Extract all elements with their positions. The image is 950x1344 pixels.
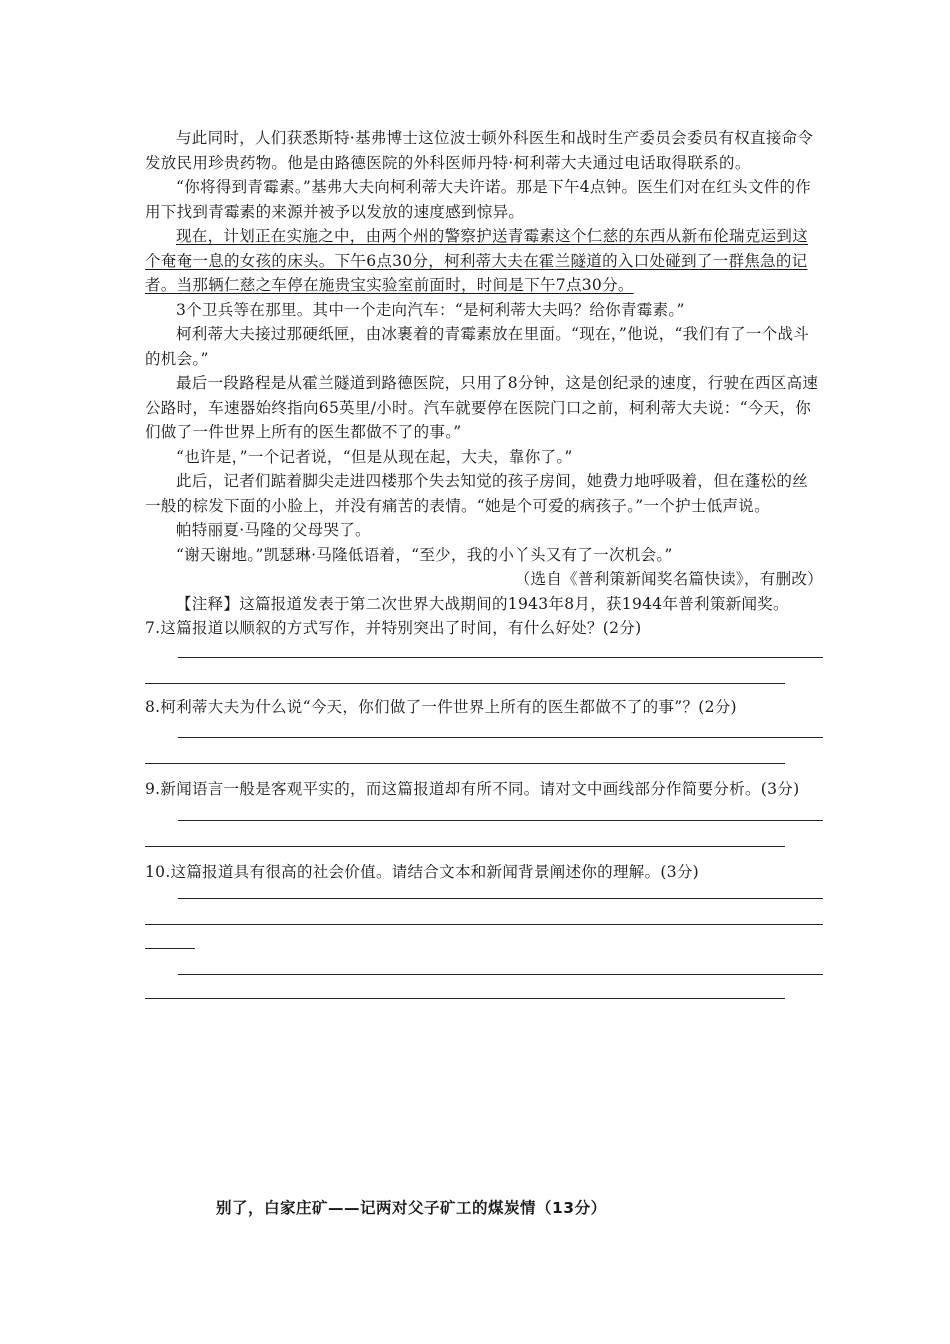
paragraph: “你将得到青霉素。”基弗大夫向柯利蒂大夫许诺。那是下午4点钟。医生们对在红头文件的作用下找到青霉素的来源并被予以发放的速度感到惊异。 bbox=[145, 178, 812, 221]
answer-line bbox=[178, 974, 823, 975]
answer-line bbox=[145, 763, 785, 764]
question-7: 7.这篇报道以顺叙的方式写作，并特别突出了时间，有什么好处？(2分) bbox=[145, 619, 642, 637]
source-citation: （选自《普利策新闻奖名篇快读》，有删改） bbox=[514, 570, 823, 588]
answer-line bbox=[145, 683, 785, 684]
paragraph: 3个卫兵等在那里。其中一个走向汽车：“是柯利蒂大夫吗？给你青霉素。” bbox=[176, 300, 685, 319]
paragraph: 此后，记者们踮着脚尖走进四楼那个失去知觉的孩子房间，她费力地呼吸着，但在蓬松的丝一般的棕发下面的小脸上，并没有痛苦的表情。“她是个可爱的病孩子。”一个护士低声说。 bbox=[145, 472, 809, 515]
answer-area-7[interactable] bbox=[145, 641, 823, 689]
answer-line bbox=[178, 898, 823, 899]
document-body bbox=[145, 126, 823, 1004]
answer-line bbox=[178, 737, 823, 738]
paragraph: “谢天谢地。”凯瑟琳·马隆低语着，“至少，我的小丫头又有了一次机会。” bbox=[176, 545, 673, 564]
answer-line bbox=[145, 846, 785, 847]
answer-line bbox=[178, 820, 823, 821]
paragraph: 与此同时，人们获悉斯特·基弗博士这位波士顿外科医生和战时生产委员会委员有权直接命令发放民用珍贵药物。他是由路德医院的外科医师丹特·柯利蒂大夫通过电话取得联系的。 bbox=[145, 129, 814, 172]
paragraph: 最后一段路程是从霍兰隧道到路德医院，只用了8分钟，这是创纪录的速度，行驶在西区高速公路时，车速器始终指向65英里/小时。汽车就要停在医院门口之前，柯利蒂大夫说：“今天，你们做了一件世界上所有的医生都做不了的事。” bbox=[145, 374, 819, 441]
paragraph: 帕特丽夏·马隆的父母哭了。 bbox=[176, 521, 371, 539]
answer-area-9[interactable] bbox=[145, 802, 823, 854]
answer-area-8[interactable] bbox=[145, 719, 823, 771]
paragraph: 柯利蒂大夫接过那硬纸匣，由冰裹着的青霉素放在里面。“现在，”他说，“我们有了一个战斗的机会。” bbox=[145, 325, 810, 368]
answer-line bbox=[145, 948, 195, 949]
answer-line bbox=[145, 924, 823, 925]
section-title: 别了，白家庄矿——记两对父子矿工的煤炭情（13分） bbox=[216, 1199, 607, 1217]
answer-area-10[interactable] bbox=[145, 884, 823, 1004]
question-10: 10.这篇报道具有很高的社会价值。请结合文本和新闻背景阐述你的理解。(3分) bbox=[145, 862, 700, 881]
question-8: 8.柯利蒂大夫为什么说“今天，你们做了一件世界上所有的医生都做不了的事”？(2分) bbox=[145, 697, 737, 716]
underlined-paragraph: 现在，计划正在实施之中，由两个州的警察护送青霉素这个仁慈的东西从新布伦瑞克运到这个奄奄一息的女孩的床头。下午6点30分，柯利蒂大夫在霍兰隧道的入口处碰到了一群焦急的记者。当那辆仁慈之车停在施贵宝实验室前面时，时间是下午7点30分。 bbox=[145, 227, 809, 294]
answer-line bbox=[145, 998, 785, 999]
footnote: 【注释】这篇报道发表于第二次世界大战期间的1943年8月，获1944年普利策新闻奖。 bbox=[176, 594, 789, 613]
question-9: 9.新闻语言一般是客观平实的，而这篇报道却有所不同。请对文中画线部分作简要分析。(3分) bbox=[145, 780, 800, 798]
answer-line bbox=[178, 657, 823, 658]
paragraph: “也许是，”一个记者说，“但是从现在起，大夫，靠你了。” bbox=[176, 447, 573, 466]
